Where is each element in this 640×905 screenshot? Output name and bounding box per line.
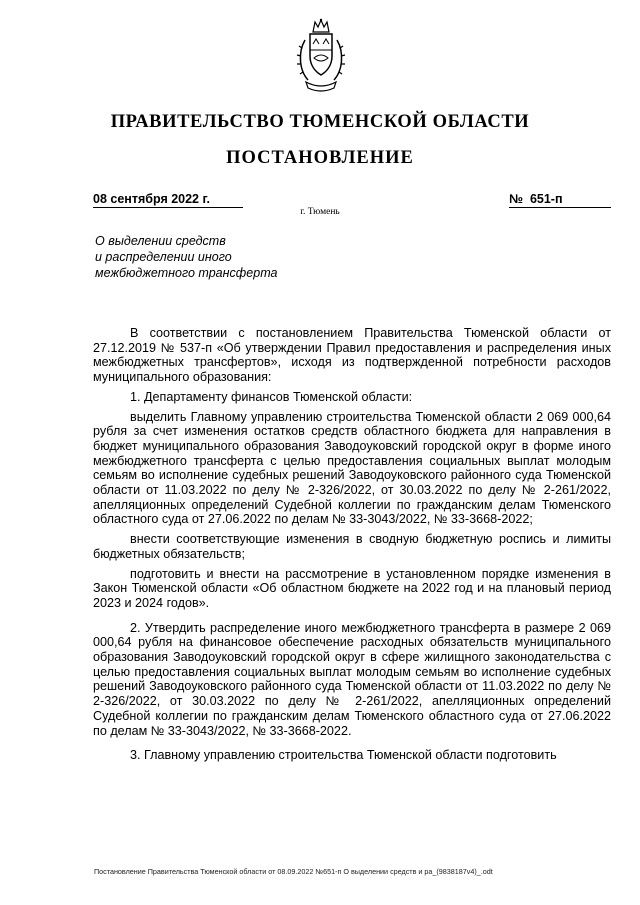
subject-line: межбюджетного трансферта [95, 266, 278, 280]
document-footer: Постановление Правительства Тюменской области от 08.09.2022 №651-п О выделении средств и ра_(9838187v4)_.odt [94, 867, 493, 876]
document-number: 651-п [529, 192, 563, 206]
subject-line: и распределении иного [95, 250, 232, 264]
document-subject [95, 233, 355, 281]
subject-line: О выделении средств [95, 234, 226, 248]
organization-title: ПРАВИТЕЛЬСТВО ТЮМЕНСКОЙ ОБЛАСТИ [110, 112, 530, 132]
document-date: 08 сентября 2022 г. [93, 192, 243, 208]
paragraph-item-1-budget-changes: внести соответствующие изменения в сводную бюджетную роспись и лимиты бюджетных обязательств; [93, 532, 611, 561]
paragraph-item-2: 2. Утвердить распределение иного межбюджетного трансферта в размере 2 069 000,64 рубля на финансовое обеспечение расходных обязательств муниципального образования Заводоуковский городской округ в сфере жилищного законодательства с целью предоставления социальных выплат молодым семьям во исполнение судебных решений Заводоуковского районного суда Тюменской области от 11.03.2022 по делу № 2-326/2022, от 30.03.2022 по делу № 2-261/2022, апелляционных определений Судебной коллегии по гражданским делам Тюменского областного суда от 27.06.2022 по делам № 33-3043/2022, № 33-3668-2022. [93, 620, 611, 738]
paragraph-preamble: В соответствии с постановлением Правительства Тюменской области от 27.12.2019 № 537-п «Об утверждении Правил предоставления и распределения иных межбюджетных трансфертов», исходя из подтвержденной потребности расходов муниципального образования: [93, 326, 611, 385]
paragraph-item-1-law-changes: подготовить и внести на рассмотрение в установленном порядке изменения в Закон Тюменской области «Об областном бюджете на 2022 год и на плановый период 2023 и 2024 годов». [93, 566, 611, 610]
paragraph-item-1: 1. Департаменту финансов Тюменской области: [130, 389, 413, 404]
paragraph-item-1-allocate: выделить Главному управлению строительства Тюменской области 2 069 000,64 рубля за счет изменения остатков средств областного бюджета для направления в бюджет муниципального образования Заводоуковский городской округ в форме иного межбюджетного трансферта с целью предоставления социальных выплат молодым семьям во исполнение судебных решений Заводоуковского районного суда Тюменской области от 11.03.2022 по делу № 2-326/2022, от 30.03.2022 по делу № 2-261/2022, апелляционных определений Судебной коллегии по гражданским делам Тюменского областного суда от 27.06.2022 по делам № 33-3043/2022, № 33-3668-2022; [93, 409, 611, 527]
city-label: г. Тюмень [300, 207, 340, 217]
document-body [93, 326, 611, 768]
document-type-title: ПОСТАНОВЛЕНИЕ [226, 148, 414, 168]
coat-of-arms-icon [296, 18, 346, 94]
paragraph-item-3: 3. Главному управлению строительства Тюменской области подготовить [130, 748, 557, 763]
document-number-field [509, 192, 611, 208]
number-sign: № [509, 192, 523, 206]
